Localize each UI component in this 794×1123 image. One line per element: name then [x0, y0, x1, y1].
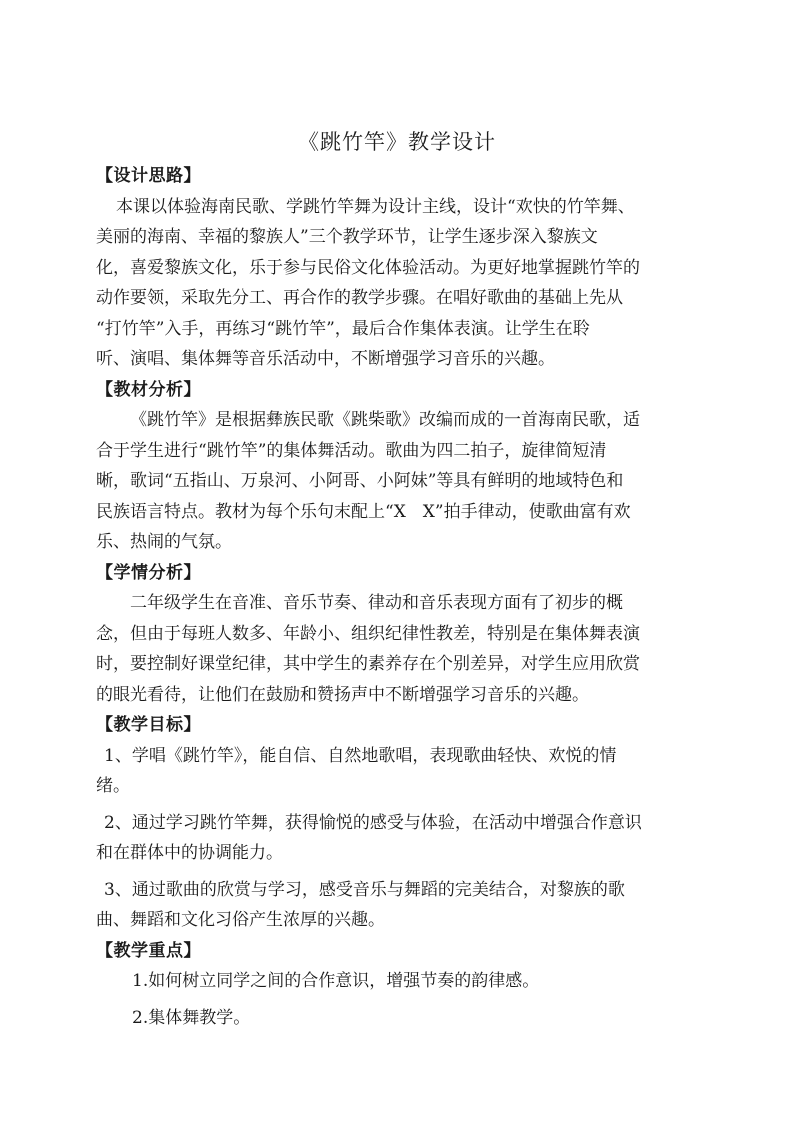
text-line: 二年级学生在音准、音乐节奏、律动和音乐表现方面有了初步的概: [130, 593, 623, 613]
text-line: 2、通过学习跳竹竿舞，获得愉悦的感受与体验，在活动中增强合作意识: [104, 812, 642, 833]
text-line: 和在群体中的协调能力。: [96, 843, 283, 863]
goal-item: [96, 875, 706, 936]
text-line: 合于学生进行“跳竹竿”的集体舞活动。歌曲为四二拍子，旋律简短清: [96, 440, 607, 461]
list-item: 2.集体舞教学。: [132, 1007, 251, 1028]
text-line: 乐、热闹的气氛。: [96, 532, 232, 552]
goal-item: [96, 741, 706, 802]
text-line: 时，要控制好课堂纪律，其中学生的素养存在个别差异，对学生应用欣赏: [96, 654, 640, 674]
text-line: 的眼光看待，让他们在鼓励和赞扬声中不断增强学习音乐的兴趣。: [96, 684, 589, 705]
text-line: “打竹竿”入手，再练习“跳竹竿”，最后合作集体表演。让学生在聆: [96, 318, 590, 339]
text-line: 《跳竹竿》是根据彝族民歌《跳柴歌》改编而成的一首海南民歌，适: [130, 410, 640, 430]
material-paragraph: [96, 405, 706, 558]
section-heading-goals: 【教学目标】: [96, 715, 201, 735]
text-line: 动作要领，采取先分工、再合作的教学步骤。在唱好歌曲的基础上先从: [96, 288, 623, 308]
section-heading-material: 【教材分析】: [96, 379, 201, 400]
key-list: [96, 966, 706, 1033]
list-item: 1.如何树立同学之间的合作意识，增强节奏的韵律感。: [132, 971, 540, 991]
text-line: 曲、舞蹈和文化习俗产生浓厚的兴趣。: [96, 910, 385, 930]
document-title: 《跳竹竿》教学设计: [298, 130, 496, 154]
document-body: [96, 161, 706, 1033]
section-heading-students: 【学情分析】: [96, 562, 201, 583]
text-line: 念，但由于每班人数多、年龄小、组织纪律性教差，特别是在集体舞表演: [96, 623, 640, 644]
section-heading-key: 【教学重点】: [96, 940, 201, 961]
text-line: 民族语言特点。教材为每个乐句末配上“X X”拍手律动，使歌曲富有欢: [96, 501, 631, 522]
goal-item: [96, 808, 706, 869]
text-line: 化，喜爱黎族文化，乐于参与民俗文化体验活动。为更好地掌握跳竹竿的: [96, 257, 640, 278]
students-paragraph: [96, 588, 706, 710]
text-line: 美丽的海南、幸福的黎族人”三个教学环节，让学生逐步深入黎族文: [96, 227, 598, 247]
text-line: 本课以体验海南民歌、学跳竹竿舞为设计主线，设计“欢快的竹竿舞、: [116, 196, 635, 217]
text-line: 晰，歌词“五指山、万泉河、小阿哥、小阿妹”等具有鲜明的地域特色和: [96, 471, 624, 491]
design-paragraph: [96, 192, 706, 375]
text-line: 绪。: [96, 776, 130, 796]
text-line: 1、学唱《跳竹竿》，能自信、自然地歌唱，表现歌曲轻快、欢悦的情: [104, 745, 617, 766]
section-heading-design: 【设计思路】: [96, 166, 201, 186]
text-line: 3、通过歌曲的欣赏与学习，感受音乐与舞蹈的完美结合，对黎族的歌: [104, 879, 625, 900]
text-line: 听、演唱、集体舞等音乐活动中，不断增强学习音乐的兴趣。: [96, 349, 555, 369]
